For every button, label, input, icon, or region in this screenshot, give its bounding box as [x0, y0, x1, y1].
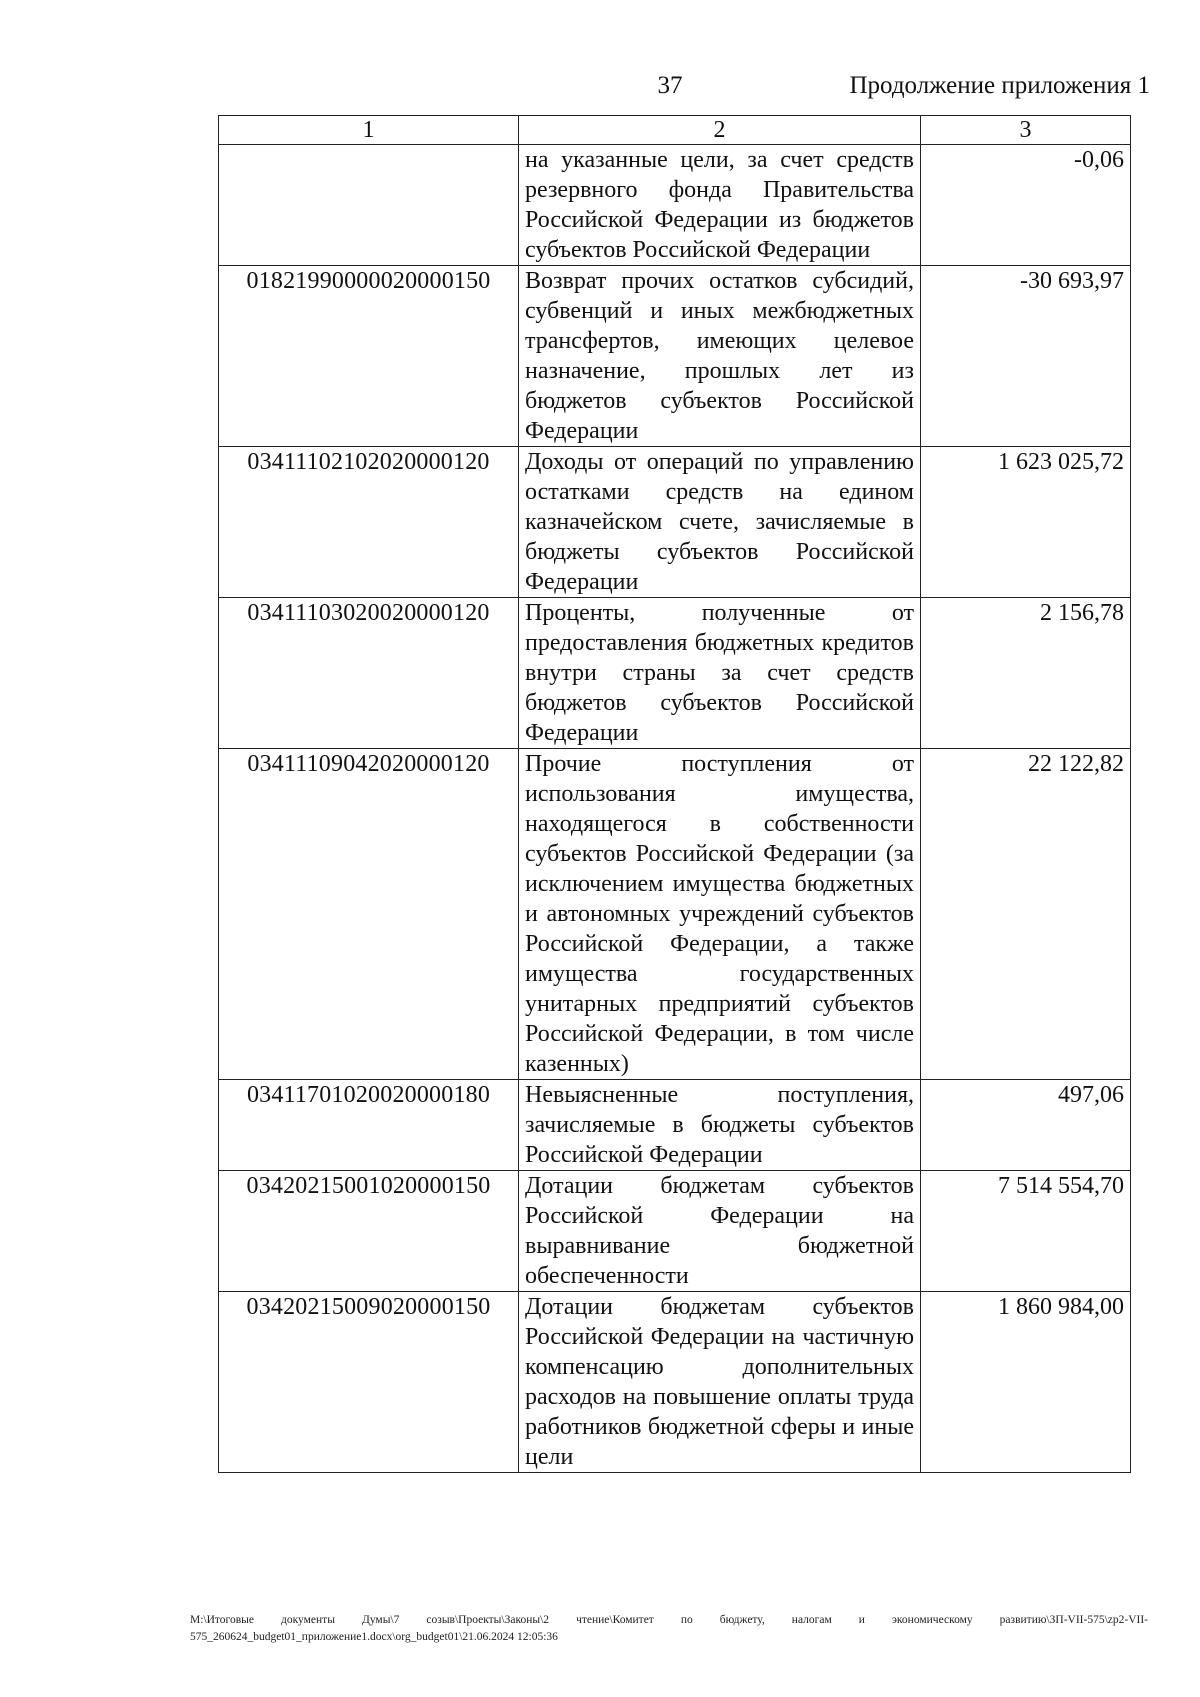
table-row: [219, 266, 1131, 447]
revenue-table: [218, 115, 1131, 1473]
budget-code: 03411109042020000120: [219, 749, 519, 1080]
column-header-2: 2: [519, 116, 921, 145]
revenue-description: Дотации бюджетам субъектов Российской Федерации на выравнивание бюджетной обеспеченности: [519, 1171, 921, 1292]
table-row: [219, 1171, 1131, 1292]
page-number: 37: [657, 72, 683, 99]
amount: 497,06: [921, 1080, 1131, 1171]
budget-code: [219, 145, 519, 266]
revenue-description: на указанные цели, за счет средств резервного фонда Правительства Российской Федерации из бюджетов субъектов Российской Федерации: [519, 145, 921, 266]
revenue-description: Невыясненные поступления, зачисляемые в бюджеты субъектов Российской Федерации: [519, 1080, 921, 1171]
budget-code: 03411102102020000120: [219, 447, 519, 598]
table-row: [219, 598, 1131, 749]
revenue-description: Доходы от операций по управлению остатками средств на едином казначейском счете, зачисляемые в бюджеты субъектов Российской Федерации: [519, 447, 921, 598]
table-row: [219, 749, 1131, 1080]
amount: -0,06: [921, 145, 1131, 266]
amount: 1 623 025,72: [921, 447, 1131, 598]
table-row: [219, 447, 1131, 598]
revenue-description: Проценты, полученные от предоставления бюджетных кредитов внутри страны за счет средств бюджетов субъектов Российской Федерации: [519, 598, 921, 749]
column-header-1: 1: [219, 116, 519, 145]
table-row: [219, 1080, 1131, 1171]
budget-code: 03420215001020000150: [219, 1171, 519, 1292]
continuation-label: Продолжение приложения 1: [849, 72, 1150, 99]
revenue-description: Прочие поступления от использования имущества, находящегося в собственности субъектов Российской Федерации (за исключением имущества бюджетных и автономных учреждений субъектов Российской Федерации, а также имущества государственных унитарных предприятий субъектов Российской Федерации, в том числе казенных): [519, 749, 921, 1080]
budget-code: 03411701020020000180: [219, 1080, 519, 1171]
budget-code: 03411103020020000120: [219, 598, 519, 749]
amount: 7 514 554,70: [921, 1171, 1131, 1292]
amount: 22 122,82: [921, 749, 1131, 1080]
amount: 2 156,78: [921, 598, 1131, 749]
revenue-description: Дотации бюджетам субъектов Российской Федерации на частичную компенсацию дополнительных расходов на повышение оплаты труда работников бюджетной сферы и иные цели: [519, 1292, 921, 1473]
amount: 1 860 984,00: [921, 1292, 1131, 1473]
amount: -30 693,97: [921, 266, 1131, 447]
column-header-3: 3: [921, 116, 1131, 145]
budget-code: 03420215009020000150: [219, 1292, 519, 1473]
budget-code: 01821990000020000150: [219, 266, 519, 447]
table-row: [219, 145, 1131, 266]
file-path-footer: M:\Итоговые документы Думы\7 созыв\Проекты\Законы\2 чтение\Комитет по бюджету, налогам и экономическому развитию\ЗП-VII-575\zp2-VII-575_260624_budget01_приложение1.docx\org_budget01\21.06.2024 12:05:36: [190, 1614, 1148, 1643]
column-number-row: [219, 116, 1131, 145]
table-row: [219, 1292, 1131, 1473]
revenue-description: Возврат прочих остатков субсидий, субвенций и иных межбюджетных трансфертов, имеющих целевое назначение, прошлых лет из бюджетов субъектов Российской Федерации: [519, 266, 921, 447]
